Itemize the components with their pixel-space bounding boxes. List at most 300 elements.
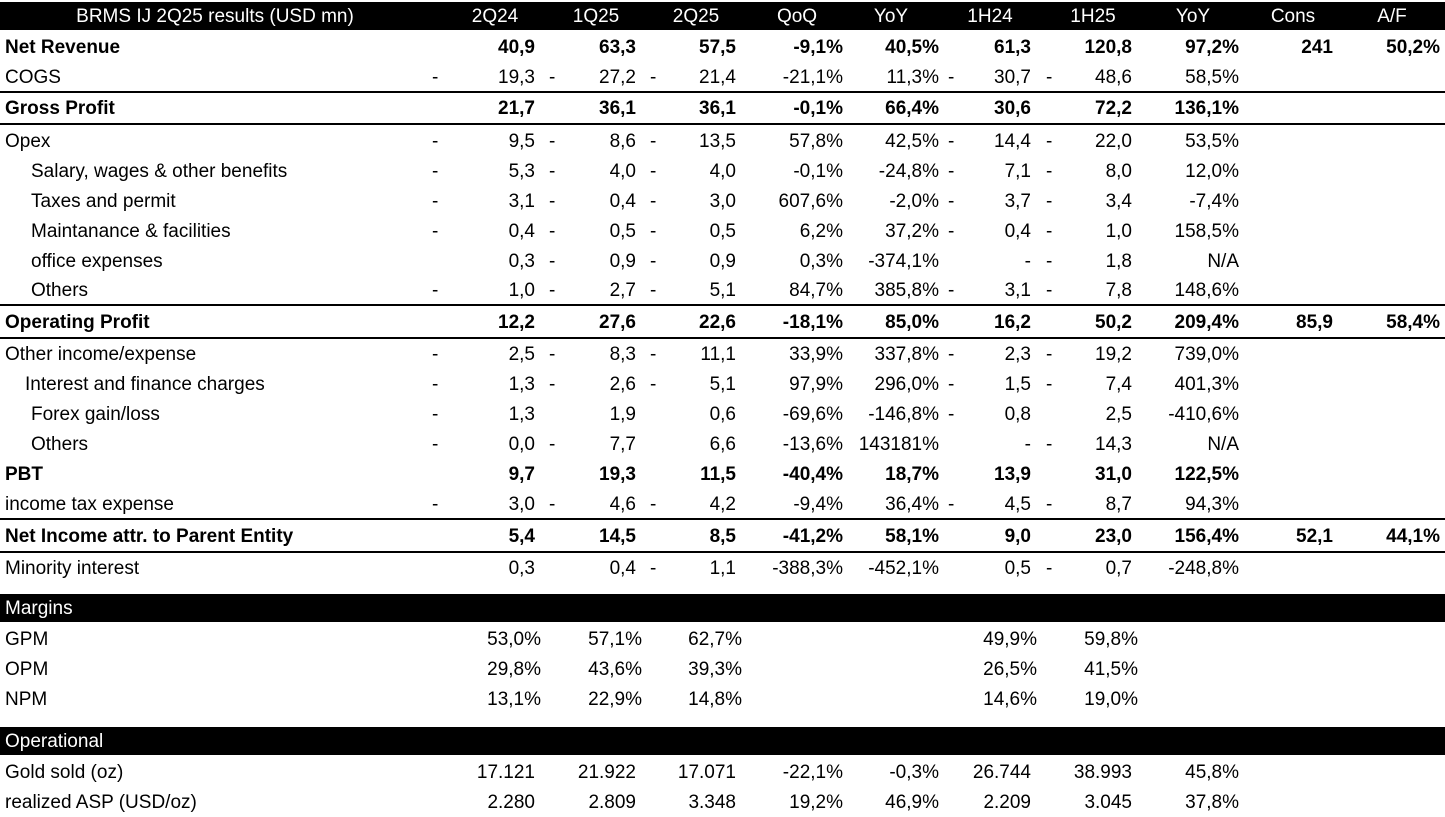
margin-value: 53,0% bbox=[487, 628, 541, 650]
row-value: 8,3 bbox=[609, 343, 636, 365]
row-value: 4,0 bbox=[609, 160, 636, 182]
negative-sign-marker: - bbox=[650, 220, 657, 242]
row-value: 9,5 bbox=[508, 130, 535, 152]
row-value: 1,1 bbox=[709, 557, 736, 579]
row-value: 21,4 bbox=[699, 66, 736, 88]
row-value: 13,9 bbox=[994, 463, 1031, 485]
margin-value: 14,6% bbox=[983, 688, 1037, 710]
table-row bbox=[0, 553, 1445, 583]
row-value: 1,3 bbox=[508, 403, 535, 425]
row-label: Others bbox=[31, 279, 89, 301]
row-value: 85,0% bbox=[885, 311, 939, 333]
row-value: 3,4 bbox=[1105, 190, 1132, 212]
row-value: 30,7 bbox=[994, 66, 1031, 88]
row-label: Operating Profit bbox=[5, 311, 150, 333]
row-value: 12,0% bbox=[1185, 160, 1239, 182]
table-row bbox=[0, 429, 1445, 459]
table-row bbox=[0, 93, 1445, 123]
row-value: -40,4% bbox=[782, 463, 843, 485]
negative-sign-marker: - bbox=[948, 279, 955, 301]
negative-sign-marker: - bbox=[549, 130, 556, 152]
row-value: 739,0% bbox=[1174, 343, 1239, 365]
row-label: Others bbox=[31, 433, 89, 455]
table-title: BRMS IJ 2Q25 results (USD mn) bbox=[76, 5, 354, 27]
row-value: 11,5 bbox=[700, 463, 736, 485]
negative-sign-marker: - bbox=[650, 279, 657, 301]
negative-sign-marker: - bbox=[650, 373, 657, 395]
operational-value: 38.993 bbox=[1073, 761, 1132, 783]
row-value: -9,1% bbox=[793, 36, 843, 58]
column-header: 2Q25 bbox=[672, 5, 720, 27]
operational-value: -0,3% bbox=[889, 761, 939, 783]
row-label: Gross Profit bbox=[5, 97, 115, 119]
margin-value: 14,8% bbox=[688, 688, 742, 710]
row-label: income tax expense bbox=[5, 493, 174, 515]
row-value: -7,4% bbox=[1189, 190, 1239, 212]
row-value: 23,0 bbox=[1095, 525, 1132, 547]
operational-value: -22,1% bbox=[782, 761, 843, 783]
table-row bbox=[0, 32, 1445, 62]
row-value: 0,7 bbox=[1105, 557, 1132, 579]
margin-value: 41,5% bbox=[1084, 658, 1138, 680]
negative-sign-marker: - bbox=[549, 250, 556, 272]
row-value: 57,8% bbox=[789, 130, 843, 152]
row-value: 33,9% bbox=[789, 343, 843, 365]
row-value: 0,8 bbox=[1004, 403, 1031, 425]
row-value: 4,5 bbox=[1004, 493, 1031, 515]
operational-value: 26.744 bbox=[972, 761, 1031, 783]
table-row bbox=[0, 369, 1445, 399]
negative-sign-marker: - bbox=[1046, 557, 1053, 579]
row-value: 0,5 bbox=[709, 220, 736, 242]
row-value: 57,5 bbox=[699, 36, 736, 58]
row-value: -0,1% bbox=[793, 160, 843, 182]
row-divider bbox=[0, 518, 1445, 520]
row-value: 58,5% bbox=[1185, 66, 1239, 88]
negative-sign-marker: - bbox=[432, 343, 439, 365]
row-value: 4,6 bbox=[609, 493, 636, 515]
negative-sign-marker: - bbox=[948, 66, 955, 88]
row-value: N/A bbox=[1207, 250, 1239, 272]
row-value: 0,9 bbox=[709, 250, 736, 272]
table-row bbox=[0, 459, 1445, 489]
negative-sign-marker: - bbox=[432, 493, 439, 515]
row-value: 0,3 bbox=[508, 557, 535, 579]
table-header-row bbox=[0, 2, 1445, 30]
row-value: 0,6 bbox=[709, 403, 736, 425]
row-value: 143181% bbox=[858, 433, 939, 455]
row-value: 61,3 bbox=[994, 36, 1031, 58]
row-value: 209,4% bbox=[1174, 311, 1239, 333]
row-value: 94,3% bbox=[1185, 493, 1239, 515]
row-value: 0,4 bbox=[508, 220, 535, 242]
negative-sign-marker: - bbox=[549, 493, 556, 515]
table-row bbox=[0, 399, 1445, 429]
margin-value: 57,1% bbox=[588, 628, 642, 650]
row-value: 3,1 bbox=[1004, 279, 1031, 301]
row-value: 0,0 bbox=[508, 433, 535, 455]
row-value: 3,0 bbox=[508, 493, 535, 515]
row-value: 7,1 bbox=[1004, 160, 1031, 182]
row-value: -410,6% bbox=[1168, 403, 1239, 425]
row-value: 8,7 bbox=[1105, 493, 1132, 515]
row-value: -41,2% bbox=[782, 525, 843, 547]
operational-value: 17.121 bbox=[476, 761, 535, 783]
row-label: Minority interest bbox=[5, 557, 140, 579]
row-value: 3,7 bbox=[1004, 190, 1031, 212]
column-header: Cons bbox=[1270, 5, 1316, 27]
negative-sign-marker: - bbox=[549, 220, 556, 242]
row-value: 401,3% bbox=[1174, 373, 1239, 395]
row-value: 8,5 bbox=[709, 525, 736, 547]
negative-sign-marker: - bbox=[650, 250, 657, 272]
row-value: 0,5 bbox=[1004, 557, 1031, 579]
negative-sign-marker: - bbox=[432, 130, 439, 152]
row-value: 97,9% bbox=[789, 373, 843, 395]
row-value: 50,2 bbox=[1095, 311, 1132, 333]
negative-sign-marker: - bbox=[432, 220, 439, 242]
row-value: 13,5 bbox=[699, 130, 736, 152]
operational-value: 17.071 bbox=[677, 761, 736, 783]
row-value: 63,3 bbox=[599, 36, 636, 58]
negative-sign-marker: - bbox=[650, 493, 657, 515]
table-row bbox=[0, 62, 1445, 92]
negative-sign-marker: - bbox=[432, 160, 439, 182]
row-value: 19,3 bbox=[498, 66, 535, 88]
column-header: 2Q24 bbox=[471, 5, 519, 27]
negative-sign-marker: - bbox=[549, 160, 556, 182]
negative-sign-marker: - bbox=[948, 130, 955, 152]
row-value: 36,1 bbox=[699, 97, 736, 119]
negative-sign-marker: - bbox=[549, 66, 556, 88]
negative-sign-marker: - bbox=[549, 433, 556, 455]
row-label: Other income/expense bbox=[5, 343, 197, 365]
margin-value: 39,3% bbox=[688, 658, 742, 680]
row-value: 6,6 bbox=[709, 433, 736, 455]
negative-sign-marker: - bbox=[650, 66, 657, 88]
row-value: 36,4% bbox=[885, 493, 939, 515]
row-value: 122,5% bbox=[1174, 463, 1239, 485]
row-label: Net Revenue bbox=[5, 36, 121, 58]
row-value: 2,6 bbox=[609, 373, 636, 395]
negative-sign-marker: - bbox=[1046, 190, 1053, 212]
margin-value: 22,9% bbox=[588, 688, 642, 710]
margin-label: NPM bbox=[5, 688, 48, 710]
table-row bbox=[0, 156, 1445, 186]
negative-sign-marker: - bbox=[948, 343, 955, 365]
row-value: 44,1% bbox=[1386, 525, 1440, 547]
row-value: 5,1 bbox=[709, 373, 736, 395]
operational-label: Gold sold (oz) bbox=[5, 761, 124, 783]
row-value: 66,4% bbox=[885, 97, 939, 119]
row-value: 58,4% bbox=[1386, 311, 1440, 333]
row-value: 7,7 bbox=[609, 433, 636, 455]
negative-sign-marker: - bbox=[948, 220, 955, 242]
row-value: 607,6% bbox=[778, 190, 843, 212]
row-label: Maintanance & facilities bbox=[31, 220, 231, 242]
row-value: -388,3% bbox=[772, 557, 843, 579]
negative-sign-marker: - bbox=[948, 190, 955, 212]
row-value: 19,2 bbox=[1095, 343, 1132, 365]
row-label: Interest and finance charges bbox=[25, 373, 265, 395]
row-value: 58,1% bbox=[885, 525, 939, 547]
negative-sign-marker: - bbox=[549, 343, 556, 365]
row-value: 2,3 bbox=[1004, 343, 1031, 365]
row-value: 84,7% bbox=[789, 279, 843, 301]
row-value: 0,9 bbox=[609, 250, 636, 272]
negative-sign-marker: - bbox=[432, 403, 439, 425]
row-value: -2,0% bbox=[889, 190, 939, 212]
row-value: 241 bbox=[1301, 36, 1333, 58]
row-value: 1,8 bbox=[1105, 250, 1132, 272]
negative-sign-marker: - bbox=[948, 493, 955, 515]
margins-section-header bbox=[0, 594, 1445, 622]
margin-value: 62,7% bbox=[688, 628, 742, 650]
negative-sign-marker: - bbox=[650, 557, 657, 579]
row-value: 385,8% bbox=[874, 279, 939, 301]
row-value: 8,0 bbox=[1105, 160, 1132, 182]
row-value: 7,8 bbox=[1105, 279, 1132, 301]
table-row bbox=[0, 186, 1445, 216]
row-value: 7,4 bbox=[1105, 373, 1132, 395]
row-value: -21,1% bbox=[782, 66, 843, 88]
negative-sign-marker: - bbox=[432, 433, 439, 455]
row-value: -9,4% bbox=[793, 493, 843, 515]
column-header: 1H24 bbox=[967, 5, 1013, 27]
row-value: 0,5 bbox=[609, 220, 636, 242]
negative-sign-marker: - bbox=[549, 373, 556, 395]
row-value: 16,2 bbox=[994, 311, 1031, 333]
row-label: Salary, wages & other benefits bbox=[31, 160, 288, 182]
row-value: N/A bbox=[1207, 433, 1239, 455]
row-divider bbox=[0, 304, 1445, 306]
negative-sign-marker: - bbox=[650, 190, 657, 212]
row-value: - bbox=[1024, 433, 1031, 455]
operational-row bbox=[0, 787, 1445, 817]
row-value: 11,1 bbox=[700, 343, 736, 365]
row-value: 50,2% bbox=[1386, 36, 1440, 58]
operational-section-header-title: Operational bbox=[5, 730, 104, 752]
row-value: 2,5 bbox=[1105, 403, 1132, 425]
row-value: 156,4% bbox=[1174, 525, 1239, 547]
row-value: 14,4 bbox=[994, 130, 1031, 152]
row-value: -18,1% bbox=[782, 311, 843, 333]
negative-sign-marker: - bbox=[1046, 160, 1053, 182]
operational-value: 2.809 bbox=[588, 791, 636, 813]
row-label: Net Income attr. to Parent Entity bbox=[5, 525, 294, 547]
row-value: 3,0 bbox=[709, 190, 736, 212]
margin-value: 43,6% bbox=[588, 658, 642, 680]
negative-sign-marker: - bbox=[1046, 66, 1053, 88]
row-value: 53,5% bbox=[1185, 130, 1239, 152]
row-value: 27,2 bbox=[599, 66, 636, 88]
column-header: YoY bbox=[873, 5, 909, 27]
row-value: 1,0 bbox=[1105, 220, 1132, 242]
operational-value: 2.209 bbox=[983, 791, 1031, 813]
margin-label: OPM bbox=[5, 658, 49, 680]
margins-section-header-title: Margins bbox=[5, 597, 73, 619]
column-header: YoY bbox=[1175, 5, 1211, 27]
row-divider bbox=[0, 123, 1445, 125]
column-header: 1H25 bbox=[1070, 5, 1116, 27]
row-value: 85,9 bbox=[1296, 311, 1333, 333]
row-value: 31,0 bbox=[1095, 463, 1132, 485]
row-value: -69,6% bbox=[782, 403, 843, 425]
row-value: 1,0 bbox=[508, 279, 535, 301]
negative-sign-marker: - bbox=[1046, 279, 1053, 301]
row-value: 8,6 bbox=[609, 130, 636, 152]
operational-value: 46,9% bbox=[885, 791, 939, 813]
row-value: 136,1% bbox=[1174, 97, 1239, 119]
margin-value: 49,9% bbox=[983, 628, 1037, 650]
row-label: PBT bbox=[5, 463, 43, 485]
table-row bbox=[0, 521, 1445, 551]
negative-sign-marker: - bbox=[432, 373, 439, 395]
row-value: -248,8% bbox=[1168, 557, 1239, 579]
row-value: 5,1 bbox=[709, 279, 736, 301]
row-value: -374,1% bbox=[868, 250, 939, 272]
row-value: 48,6 bbox=[1095, 66, 1132, 88]
operational-value: 21.922 bbox=[577, 761, 636, 783]
row-divider bbox=[0, 551, 1445, 553]
column-header: 1Q25 bbox=[572, 5, 620, 27]
margin-value: 19,0% bbox=[1084, 688, 1138, 710]
negative-sign-marker: - bbox=[549, 190, 556, 212]
row-label: Taxes and permit bbox=[31, 190, 176, 212]
row-value: 2,7 bbox=[609, 279, 636, 301]
row-value: 1,5 bbox=[1004, 373, 1031, 395]
row-value: 40,9 bbox=[498, 36, 535, 58]
row-value: 30,6 bbox=[994, 97, 1031, 119]
table-row bbox=[0, 307, 1445, 337]
operational-value: 45,8% bbox=[1185, 761, 1239, 783]
row-value: -13,6% bbox=[782, 433, 843, 455]
row-value: 5,3 bbox=[508, 160, 535, 182]
row-value: 337,8% bbox=[874, 343, 939, 365]
table-row bbox=[0, 246, 1445, 276]
row-value: 11,3% bbox=[886, 66, 939, 88]
negative-sign-marker: - bbox=[1046, 433, 1053, 455]
margin-row bbox=[0, 624, 1445, 654]
row-value: 3,1 bbox=[508, 190, 535, 212]
row-value: 148,6% bbox=[1174, 279, 1239, 301]
column-header: QoQ bbox=[776, 5, 818, 27]
table-row bbox=[0, 339, 1445, 369]
row-value: 21,7 bbox=[498, 97, 535, 119]
table-row bbox=[0, 126, 1445, 156]
margin-label: GPM bbox=[5, 628, 49, 650]
row-label: office expenses bbox=[31, 250, 163, 272]
row-value: -24,8% bbox=[878, 160, 939, 182]
row-value: 37,2% bbox=[885, 220, 939, 242]
row-label: Forex gain/loss bbox=[31, 403, 160, 425]
row-value: 0,4 bbox=[609, 557, 636, 579]
row-value: 9,0 bbox=[1004, 525, 1031, 547]
margin-row bbox=[0, 654, 1445, 684]
row-value: 4,2 bbox=[709, 493, 736, 515]
row-divider bbox=[0, 337, 1445, 339]
row-value: 14,5 bbox=[599, 525, 636, 547]
negative-sign-marker: - bbox=[948, 160, 955, 182]
negative-sign-marker: - bbox=[948, 403, 955, 425]
row-value: 0,4 bbox=[1004, 220, 1031, 242]
negative-sign-marker: - bbox=[432, 190, 439, 212]
negative-sign-marker: - bbox=[650, 343, 657, 365]
negative-sign-marker: - bbox=[432, 279, 439, 301]
row-value: 4,0 bbox=[709, 160, 736, 182]
row-value: 14,3 bbox=[1095, 433, 1132, 455]
row-value: 72,2 bbox=[1095, 97, 1132, 119]
row-value: 40,5% bbox=[885, 36, 939, 58]
negative-sign-marker: - bbox=[1046, 343, 1053, 365]
table-row bbox=[0, 489, 1445, 519]
row-value: 42,5% bbox=[885, 130, 939, 152]
table-row bbox=[0, 216, 1445, 246]
negative-sign-marker: - bbox=[1046, 373, 1053, 395]
margin-value: 26,5% bbox=[983, 658, 1037, 680]
operational-label: realized ASP (USD/oz) bbox=[5, 791, 197, 813]
row-value: 1,3 bbox=[508, 373, 535, 395]
row-value: -452,1% bbox=[868, 557, 939, 579]
negative-sign-marker: - bbox=[650, 160, 657, 182]
row-value: 22,6 bbox=[699, 311, 736, 333]
operational-section-header bbox=[0, 727, 1445, 755]
row-value: 296,0% bbox=[874, 373, 939, 395]
row-value: 22,0 bbox=[1095, 130, 1132, 152]
row-value: 120,8 bbox=[1084, 36, 1132, 58]
row-divider bbox=[0, 91, 1445, 93]
operational-value: 3.045 bbox=[1084, 791, 1132, 813]
margin-value: 29,8% bbox=[487, 658, 541, 680]
negative-sign-marker: - bbox=[1046, 250, 1053, 272]
negative-sign-marker: - bbox=[948, 373, 955, 395]
negative-sign-marker: - bbox=[1046, 220, 1053, 242]
row-value: 52,1 bbox=[1296, 525, 1333, 547]
row-value: 12,2 bbox=[498, 311, 535, 333]
margin-row bbox=[0, 684, 1445, 714]
operational-value: 3.348 bbox=[688, 791, 736, 813]
operational-value: 2.280 bbox=[487, 791, 535, 813]
row-value: 97,2% bbox=[1185, 36, 1239, 58]
margin-value: 13,1% bbox=[487, 688, 541, 710]
column-header: A/F bbox=[1377, 5, 1407, 27]
row-value: 0,4 bbox=[609, 190, 636, 212]
row-label: Opex bbox=[5, 130, 51, 152]
row-label: COGS bbox=[5, 66, 61, 88]
row-value: 0,3 bbox=[508, 250, 535, 272]
operational-row bbox=[0, 757, 1445, 787]
row-value: 27,6 bbox=[599, 311, 636, 333]
row-value: 2,5 bbox=[508, 343, 535, 365]
table-row bbox=[0, 275, 1445, 305]
operational-value: 37,8% bbox=[1185, 791, 1239, 813]
row-value: 36,1 bbox=[599, 97, 636, 119]
negative-sign-marker: - bbox=[1046, 130, 1053, 152]
row-value: 18,7% bbox=[885, 463, 939, 485]
row-value: 9,7 bbox=[508, 463, 535, 485]
negative-sign-marker: - bbox=[1046, 493, 1053, 515]
row-value: -0,1% bbox=[793, 97, 843, 119]
row-value: 1,9 bbox=[609, 403, 636, 425]
row-value: -146,8% bbox=[868, 403, 939, 425]
operational-value: 19,2% bbox=[789, 791, 843, 813]
row-value: 158,5% bbox=[1174, 220, 1239, 242]
negative-sign-marker: - bbox=[432, 66, 439, 88]
row-value: 0,3% bbox=[799, 250, 843, 272]
row-value: - bbox=[1024, 250, 1031, 272]
row-value: 6,2% bbox=[799, 220, 843, 242]
negative-sign-marker: - bbox=[650, 130, 657, 152]
